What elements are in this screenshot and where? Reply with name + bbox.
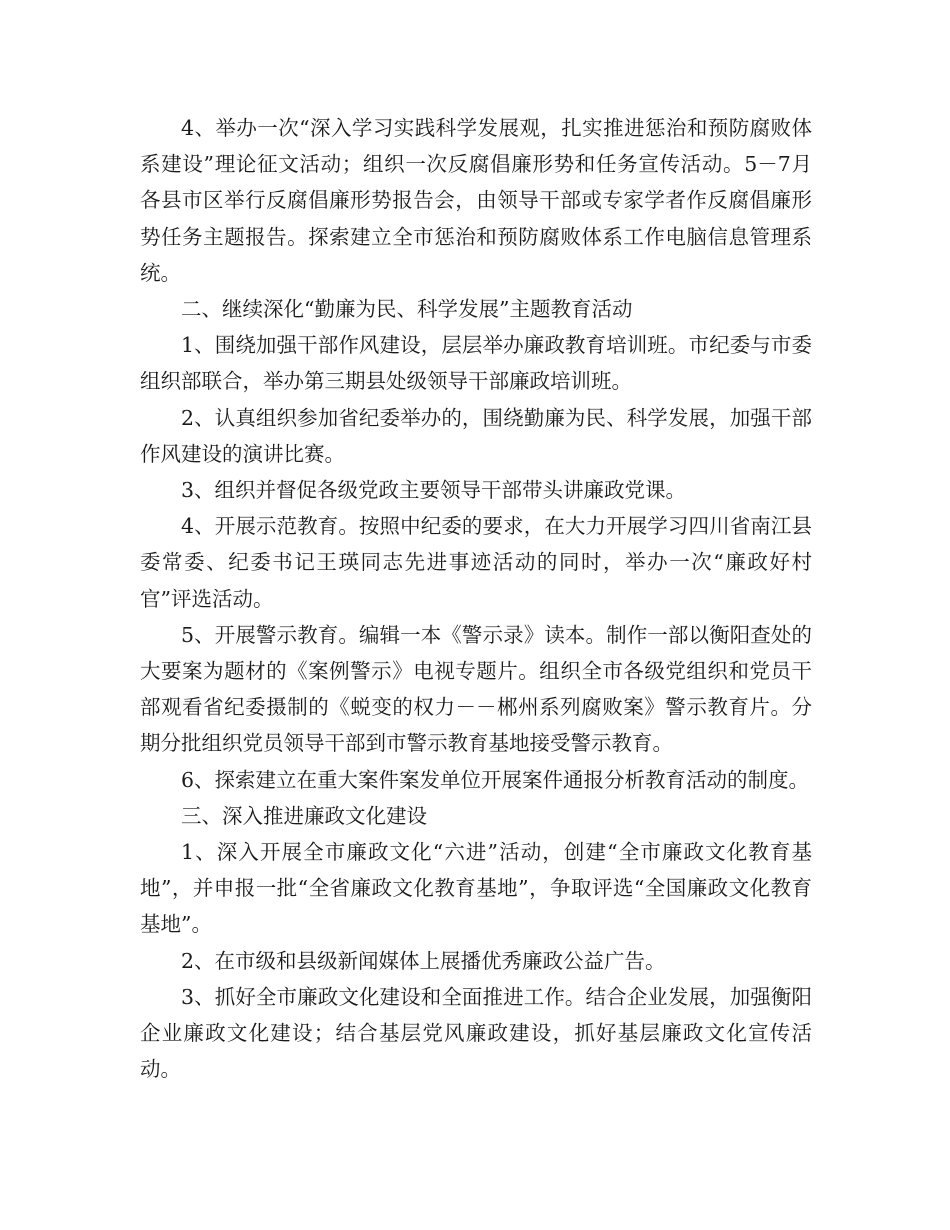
document-body	[140, 110, 812, 1087]
paragraph-case-briefing: 6、探索建立在重大案件案发单位开展案件通报分析教育活动的制度。	[181, 767, 810, 792]
paragraph-model-education: 4、开展示范教育。按照中纪委的要求，在大力开展学习四川省南江县委常委、纪委书记王瑛同志先进事迹活动的同时，举办一次“廉政好村官”评选活动。	[140, 514, 812, 611]
paragraph-training: 1、围绕加强干部作风建设，层层举办廉政教育培训班。市纪委与市委组织部联合，举办第三期县处级领导干部廉政培训班。	[140, 333, 812, 394]
paragraph-public-ads: 2、在市级和县级新闻媒体上展播优秀廉政公益广告。	[181, 948, 666, 973]
paragraph-party-lectures: 3、组织并督促各级党政主要领导干部带头讲廉政党课。	[181, 478, 687, 503]
paragraph-essay-activity: 4、举办一次“深入学习实践科学发展观，扎实推进惩治和预防腐败体系建设”理论征文活动；组织一次反腐倡廉形势和任务宣传活动。5－7月各县市区举行反腐倡廉形势报告会，由领导干部或专家学者作反腐倡廉形势任务主题报告。探索建立全市惩治和预防腐败体系工作电脑信息管理系统。	[140, 116, 812, 285]
section-heading-2: 二、继续深化“勤廉为民、科学发展”主题教育活动	[181, 297, 633, 322]
paragraph-warning-education: 5、开展警示教育。编辑一本《警示录》读本。制作一部以衡阳查处的大要案为题材的《案例警示》电视专题片。组织全市各级党组织和党员干部观看省纪委摄制的《蜕变的权力－－郴州系列腐败案》警示教育片。分期分批组织党员领导干部到市警示教育基地接受警示教育。	[140, 622, 812, 756]
paragraph-culture-promotion: 3、抓好全市廉政文化建设和全面推进工作。结合企业发展，加强衡阳企业廉政文化建设；结合基层党风廉政建设，抓好基层廉政文化宣传活动。	[140, 984, 812, 1082]
section-heading-3: 三、深入推进廉政文化建设	[181, 803, 427, 828]
paragraph-culture-bases: 1、深入开展全市廉政文化“六进”活动，创建“全市廉政文化教育基地”，并申报一批“全省廉政文化教育基地”，争取评选“全国廉政文化教育基地”。	[140, 840, 812, 937]
paragraph-speech-contest: 2、认真组织参加省纪委举办的，围绕勤廉为民、科学发展，加强干部作风建设的演讲比赛。	[140, 405, 812, 466]
